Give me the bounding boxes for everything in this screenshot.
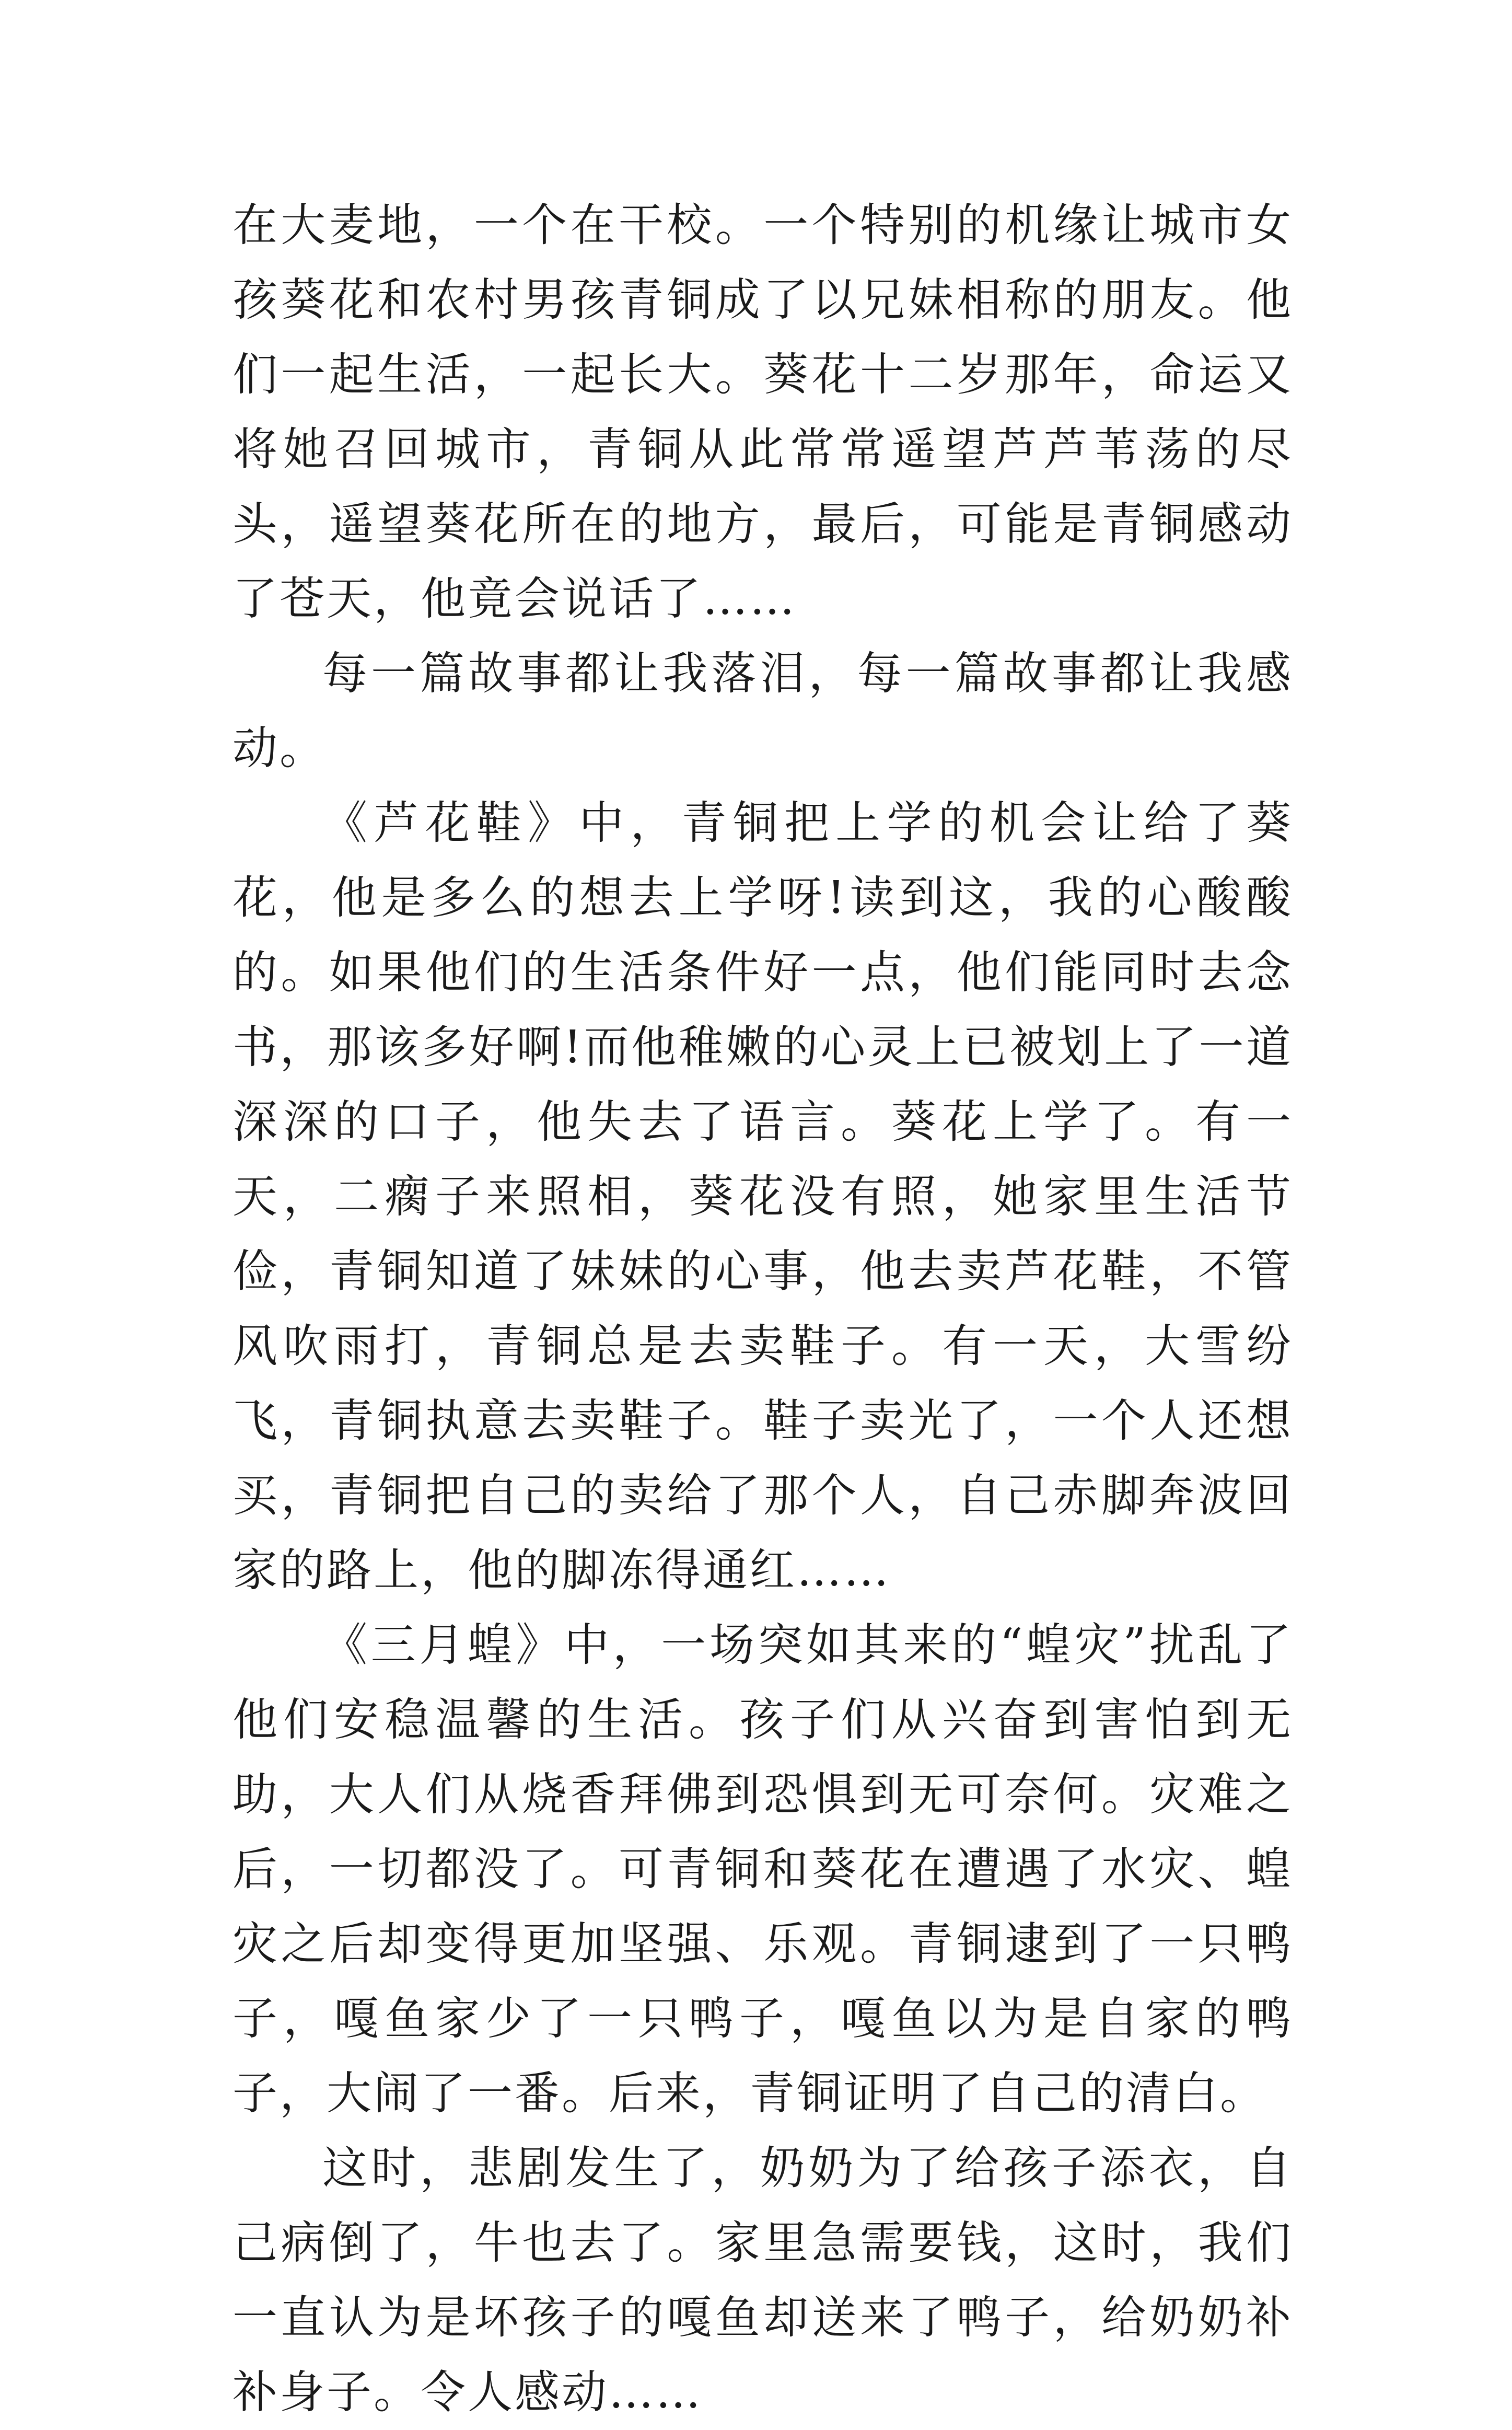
paragraph-2: 每一篇故事都让我落泪，每一篇故事都让我感动。 <box>232 647 1293 774</box>
paragraph-1: 在大麦地，一个在干校。一个特别的机缘让城市女孩葵花和农村男孩青铜成了以兄妹相称的朋友。他们一起生活，一起长大。葵花十二岁那年，命运又将她召回城市，青铜从此常常遥望芦芦苇荡的尽头，遥望葵花所在的地方，最后，可能是青铜感动了苍天，他竟会说话了…… <box>232 199 1293 625</box>
paragraph-3: 《芦花鞋》中，青铜把上学的机会让给了葵花，他是多么的想去上学呀!读到这，我的心酸酸的。如果他们的生活条件好一点，他们能同时去念书，那该多好啊!而他稚嫩的心灵上已被划上了一道深深的口子，他失去了语言。葵花上学了。有一天，二瘸子来照相，葵花没有照，她家里生活节俭，青铜知道了妹妹的心事，他去卖芦花鞋，不管风吹雨打，青铜总是去卖鞋子。有一天，大雪纷飞，青铜执意去卖鞋子。鞋子卖光了，一个人还想买，青铜把自己的卖给了那个人，自己赤脚奔波回家的路上，他的脚冻得通红…… <box>232 797 1293 1596</box>
paragraph-4: 《三月蝗》中，一场突如其来的“蝗灾”扰乱了他们安稳温馨的生活。孩子们从兴奋到害怕到无助，大人们从烧香拜佛到恐惧到无可奈何。灾难之后，一切都没了。可青铜和葵花在遭遇了水灾、蝗灾之后却变得更加坚强、乐观。青铜逮到了一只鸭子，嘎鱼家少了一只鸭子，嘎鱼以为是自家的鸭子，大闹了一番。后来，青铜证明了自己的清白。 <box>232 1619 1293 2120</box>
paragraph-5: 这时，悲剧发生了，奶奶为了给孩子添衣，自己病倒了，牛也去了。家里急需要钱，这时，我们一直认为是坏孩子的嘎鱼却送来了鸭子，给奶奶补补身子。令人感动…… <box>232 2142 1293 2419</box>
document-body <box>232 188 1293 2430</box>
